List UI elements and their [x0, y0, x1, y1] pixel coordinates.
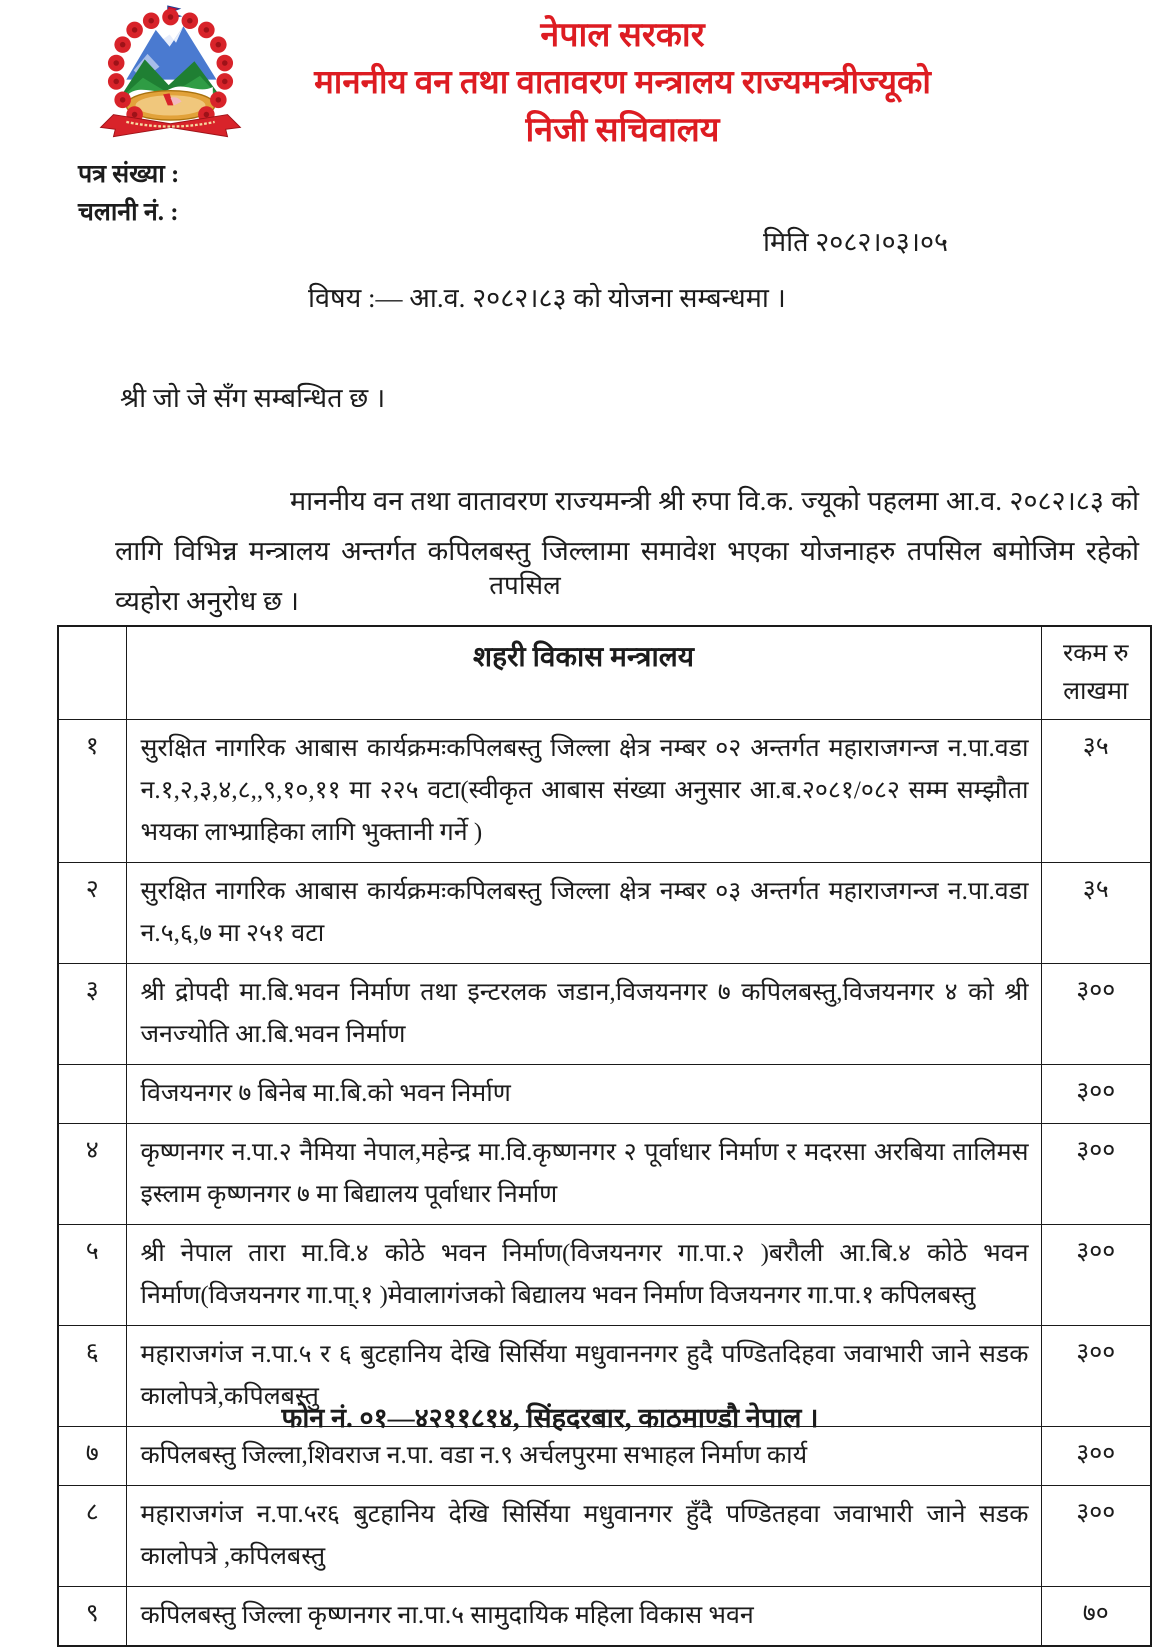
table-row: [58, 964, 1151, 1065]
ministry-title: माननीय वन तथा वातावरण मन्त्रालय राज्यमन्त्रीज्यूको: [314, 65, 931, 101]
row-number: ५: [58, 1225, 126, 1326]
header-amount: [1041, 626, 1151, 720]
row-description: सुरक्षित नागरिक आबास कार्यक्रमःकपिलबस्तु जिल्ला क्षेत्र नम्बर ०२ अन्तर्गत महाराजगन्ज न.पा.वडा न.१,२,३,४,८,,९,१०,११ मा २२५ वटा(स्वीकृत आबास संख्या अनुसार आ.ब.२०८१/०८२ सम्म सम्झौता भयका लाभ्ग्राहिका लागि भुक्तानी गर्ने ): [126, 720, 1041, 863]
row-number: ८: [58, 1486, 126, 1587]
dispatch-number-label: चलानी नं. :: [78, 199, 179, 226]
header-sn: [58, 626, 126, 720]
row-description: महाराजगंज न.पा.५ र ६ बुटहानिय देखि सिर्सिया मधुवाननगर हुदै पण्डितदिहवा जवाभारी जाने सडक कालोपत्रे,कपिलबस्तु: [126, 1326, 1041, 1427]
row-amount: ७०: [1041, 1587, 1151, 1647]
table-row: [58, 1486, 1151, 1587]
projects-table: [57, 625, 1152, 1647]
table-caption: तपसिल: [489, 571, 561, 600]
row-number: [58, 1065, 126, 1124]
header-amount-line2: लाखमा: [1063, 678, 1129, 705]
header-ministry: शहरी विकास मन्त्रालय: [126, 626, 1041, 720]
row-amount: ३००: [1041, 1225, 1151, 1326]
footer-contact: फोन नं. ०१—४२११८१४, सिंहदरबार, काठमाण्डौ नेपाल ।: [281, 1403, 819, 1433]
row-description: महाराजगंज न.पा.५र६ बुटहानिय देखि सिर्सिया मधुवानगर हुँदै पण्डितहवा जवाभारी जाने सडक कालोपत्रे ,कपिलबस्तु: [126, 1486, 1041, 1587]
row-number: ३: [58, 964, 126, 1065]
row-amount: ३००: [1041, 1486, 1151, 1587]
office-title: निजी सचिवालय: [525, 112, 720, 149]
date-line: मिति २०८२।०३।०५: [763, 227, 949, 257]
letterhead: [70, 12, 1175, 154]
row-number: ६: [58, 1326, 126, 1427]
salutation-line: श्री जो जे सँग सम्बन्धित छ ।: [120, 383, 386, 413]
table-row: [58, 1225, 1151, 1326]
row-amount: ३५: [1041, 863, 1151, 964]
row-description: श्री नेपाल तारा मा.वि.४ कोठे भवन निर्माण(विजयनगर गा.पा.२ )बरौली आ.बि.४ कोठे भवन निर्माण(विजयनगर गा.पा्.१ )मेवालागंजको बिद्यालय भवन निर्माण विजयनगर गा.पा.१ कपिलबस्तु: [126, 1225, 1041, 1326]
row-amount: ३००: [1041, 1124, 1151, 1225]
row-description: कपिलबस्तु जिल्ला,शिवराज न.पा. वडा न.९ अर्चलपुरमा सभाहल निर्माण कार्य: [126, 1427, 1041, 1486]
table-row: [58, 1065, 1151, 1124]
row-number: १: [58, 720, 126, 863]
table-row: [58, 1587, 1151, 1647]
row-description: विजयनगर ७ बिनेब मा.बि.को भवन निर्माण: [126, 1065, 1041, 1124]
table-row: [58, 863, 1151, 964]
row-amount: ३००: [1041, 964, 1151, 1065]
row-number: ४: [58, 1124, 126, 1225]
row-description: कपिलबस्तु जिल्ला कृष्णनगर ना.पा.५ सामुदायिक महिला विकास भवन: [126, 1587, 1041, 1647]
header-amount-line1: रकम रु: [1062, 640, 1129, 667]
table-header-row: [58, 626, 1151, 720]
row-number: ९: [58, 1587, 126, 1647]
letter-number-label: पत्र संख्या :: [78, 161, 180, 188]
row-number: २: [58, 863, 126, 964]
row-description: सुरक्षित नागरिक आबास कार्यक्रमःकपिलबस्तु जिल्ला क्षेत्र नम्बर ०३ अन्तर्गत महाराजगन्ज न.पा.वडा न.५,६,७ मा २५१ वटा: [126, 863, 1041, 964]
government-title: नेपाल सरकार: [540, 17, 705, 54]
table-row: [58, 1427, 1151, 1486]
row-amount: ३५: [1041, 720, 1151, 863]
row-amount: ३००: [1041, 1427, 1151, 1486]
table-row: [58, 720, 1151, 863]
body-paragraph: माननीय वन तथा वातावरण राज्यमन्त्री श्री रुपा वि.क. ज्यूको पहलमा आ.व. २०८२।८३ को लागि विभिन्न मन्त्रालय अन्तर्गत कपिलबस्तु जिल्लामा समावेश भएका योजनाहरु तपसिल बमोजिम रहेको व्यहोरा अनुरोध छ ।: [115, 486, 1139, 616]
row-description: श्री द्रोपदी मा.बि.भवन निर्माण तथा इन्टरलक जडान,विजयनगर ७ कपिलबस्तु,विजयनगर ४ को श्री जनज्योति आ.बि.भवन निर्माण: [126, 964, 1041, 1065]
row-amount: ३००: [1041, 1065, 1151, 1124]
table-row: [58, 1124, 1151, 1225]
row-description: कृष्णनगर न.पा.२ नैमिया नेपाल,महेन्द्र मा.वि.कृष्णनगर २ पूर्वाधार निर्माण र मदरसा अरबिया तालिमस इस्लाम कृष्णनगर ७ मा बिद्यालय पूर्वाधार निर्माण: [126, 1124, 1041, 1225]
row-number: ७: [58, 1427, 126, 1486]
row-amount: ३००: [1041, 1326, 1151, 1427]
subject-line: विषय :— आ.व. २०८२।८३ को योजना सम्बन्धमा ।: [308, 283, 786, 313]
